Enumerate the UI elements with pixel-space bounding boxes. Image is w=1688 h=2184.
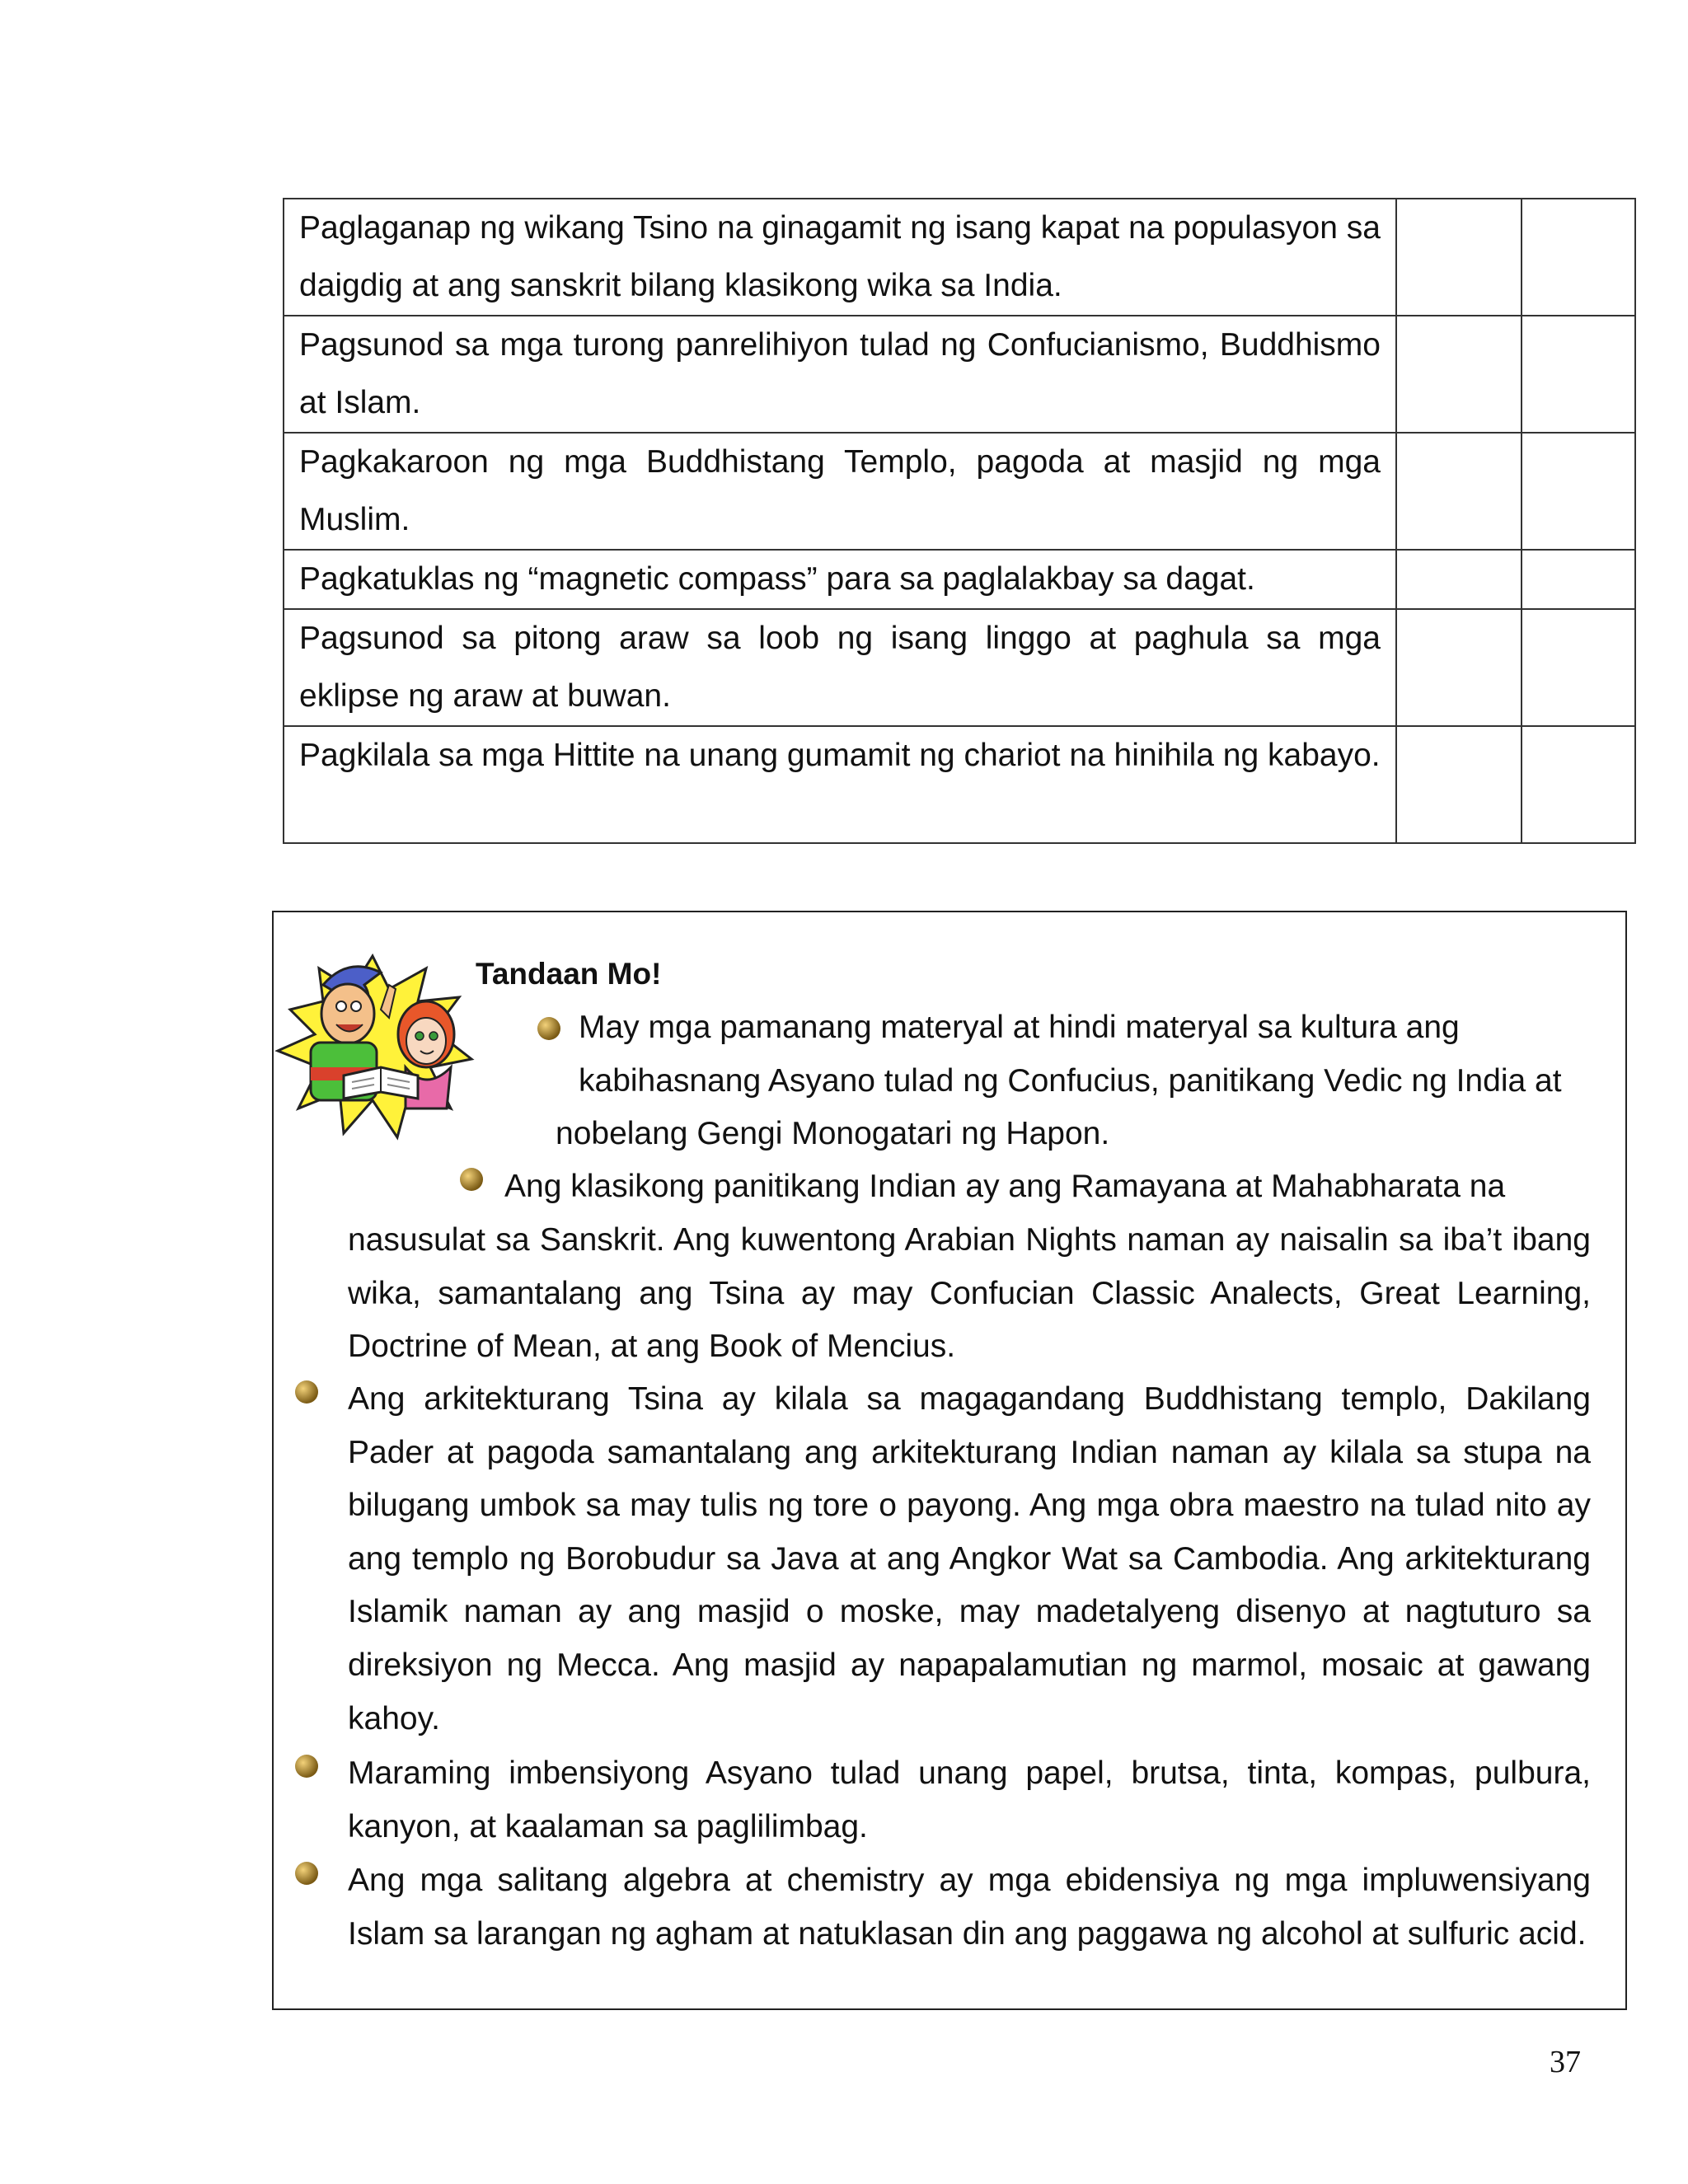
reminder-box (272, 911, 1627, 2010)
check-cell-b[interactable] (1522, 433, 1635, 550)
table-row (284, 433, 1635, 550)
bullet-icon (536, 1015, 562, 1042)
table-row (284, 199, 1635, 316)
page-number: 37 (1550, 2045, 1581, 2079)
table-row (284, 726, 1635, 843)
row-statement: Pagsunod sa pitong araw sa loob ng isang linggo at paghula sa mga eklipse ng araw at buwan. (284, 609, 1396, 726)
check-cell-b[interactable] (1522, 316, 1635, 433)
check-cell-a[interactable] (1396, 316, 1522, 433)
check-cell-a[interactable] (1396, 726, 1522, 843)
paragraph-line: May mga pamanang materyal at hindi materyal sa kultura ang (579, 1010, 1460, 1045)
row-statement: Pagkakaroon ng mga Buddhistang Templo, pagoda at masjid ng mga Muslim. (284, 433, 1396, 550)
bullet-icon (293, 1379, 320, 1405)
paragraph-line: Ang klasikong panitikang Indian ay ang Ramayana at Mahabharata na (504, 1169, 1506, 1204)
check-cell-b[interactable] (1522, 199, 1635, 316)
row-statement: Paglaganap ng wikang Tsino na ginagamit ng isang kapat na populasyon sa daigdig at ang sanskrit bilang klasikong wika sa India. (284, 199, 1396, 316)
bullet-icon (293, 1860, 320, 1886)
reminder-paragraph-2-first-line (504, 1160, 1591, 1214)
check-cell-b[interactable] (1522, 550, 1635, 609)
reminder-title: Tandaan Mo! (476, 957, 662, 991)
reminder-paragraph-1-end (556, 1108, 1591, 1161)
check-cell-a[interactable] (1396, 609, 1522, 726)
check-cell-a[interactable] (1396, 433, 1522, 550)
reminder-paragraph-3: Ang arkitekturang Tsina ay kilala sa magagandang Buddhistang templo, Dakilang Pader at pagoda samantalang ang arkitekturang Indian naman ay kilala sa stupa na bilugang umbok sa may tulis ng tore o payong. Ang mga obra maestro na tulad nito ay ang templo ng Borobudur sa Java at ang Angkor Wat sa Cambodia. Ang arkitekturang Islamik naman ay ang masjid o moske, may madetalyeng disenyo at nagtuturo sa direksiyon ng Mecca. Ang masjid ay napapalamutian ng marmol, mosaic at gawang kahoy. (348, 1381, 1591, 1736)
reminder-paragraph-1 (579, 1001, 1591, 1108)
reminder-paragraph-4: Maraming imbensiyong Asyano tulad unang papel, brutsa, tinta, kompas, pulbura, kanyon, at kaalaman sa paglilimbag. (348, 1755, 1591, 1844)
table-row (284, 316, 1635, 433)
table-row (284, 550, 1635, 609)
check-cell-b[interactable] (1522, 726, 1635, 843)
bullet-icon (293, 1753, 320, 1779)
check-cell-b[interactable] (1522, 609, 1635, 726)
row-statement: Pagkatuklas ng “magnetic compass” para sa paglalakbay sa dagat. (284, 550, 1396, 609)
reminder-paragraph-2: nasusulat sa Sanskrit. Ang kuwentong Arabian Nights naman ay naisalin sa iba’t ibang wika, samantalang ang Tsina ay may Confucian Classic Analects, Great Learning, Doctrine of Mean, at ang Book of Mencius. (348, 1222, 1591, 1365)
reminder-paragraph-5: Ang mga salitang algebra at chemistry ay mga ebidensiya ng mga impluwensiyang Islam sa larangan ng agham at natuklasan din ang paggawa ng alcohol at sulfuric acid. (348, 1863, 1591, 1952)
paragraph-line: kabihasnang Asyano tulad ng Confucius, panitikang Vedic ng India at (579, 1062, 1562, 1099)
check-cell-a[interactable] (1396, 550, 1522, 609)
checklist-table (283, 198, 1636, 844)
row-statement: Pagsunod sa mga turong panrelihiyon tulad ng Confucianismo, Buddhismo at Islam. (284, 316, 1396, 433)
bullet-icon (458, 1166, 485, 1193)
table-row (284, 609, 1635, 726)
kids-reading-illustration (274, 952, 488, 1150)
paragraph-line: nobelang Gengi Monogatari ng Hapon. (556, 1116, 1110, 1151)
row-statement: Pagkilala sa mga Hittite na unang gumamit ng chariot na hinihila ng kabayo. (284, 726, 1396, 843)
check-cell-a[interactable] (1396, 199, 1522, 316)
